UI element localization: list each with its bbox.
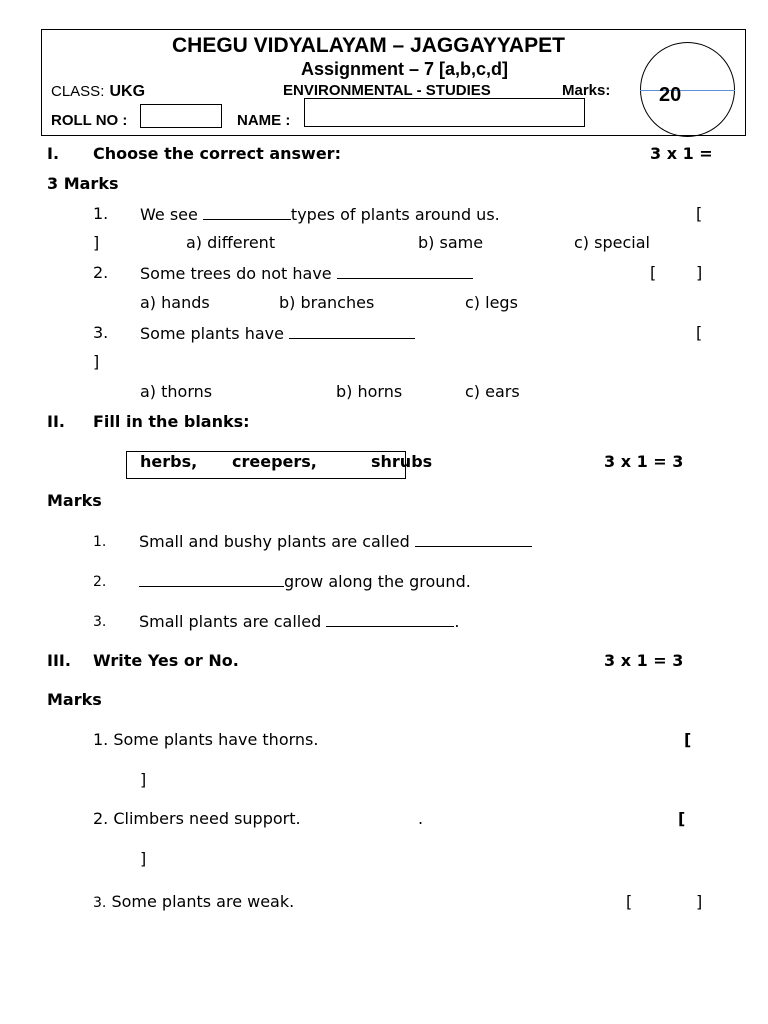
answer-bracket-close: ]: [93, 233, 100, 252]
option-a: a) different: [186, 233, 276, 252]
answer-bracket-open: [: [650, 263, 657, 282]
option-c: c) special: [574, 233, 650, 252]
answer-bracket-close: ]: [140, 770, 147, 789]
option-a: a) hands: [140, 293, 210, 312]
option-b: b) horns: [336, 382, 403, 401]
question-text: grow along the ground.: [139, 571, 471, 591]
answer-blank[interactable]: [203, 204, 291, 220]
question-number: 2.: [93, 263, 109, 282]
answer-bracket-open: [: [626, 892, 633, 911]
class-label: CLASS:: [51, 83, 105, 100]
roll-number-field[interactable]: [140, 104, 222, 128]
word-bank-item: herbs,: [140, 452, 198, 471]
section2-marks: 3 x 1 = 3: [604, 452, 684, 471]
answer-blank[interactable]: [326, 611, 454, 627]
answer-bracket-open: [: [696, 204, 703, 223]
section1-marks-cont: 3 Marks: [47, 174, 119, 193]
section1-marks: 3 x 1 =: [650, 144, 713, 163]
option-b: b) branches: [279, 293, 375, 312]
question-number: 3.: [93, 614, 107, 630]
name-field[interactable]: [304, 98, 585, 127]
question-item: 1. Some plants have thorns.: [93, 730, 319, 749]
option-b: b) same: [418, 233, 484, 252]
word-bank-item: creepers,: [232, 452, 317, 471]
marks-value: 20: [659, 84, 682, 106]
section3-title: Write Yes or No.: [93, 651, 239, 670]
section1-number: I.: [47, 144, 60, 163]
option-c: c) legs: [465, 293, 518, 312]
marks-label: Marks:: [562, 82, 611, 99]
subject-title: ENVIRONMENTAL - STUDIES: [283, 82, 491, 99]
answer-blank[interactable]: [337, 263, 473, 279]
answer-bracket-open: [: [684, 730, 692, 749]
answer-bracket-close: ]: [140, 849, 147, 868]
answer-blank[interactable]: [289, 323, 415, 339]
answer-bracket-close: ]: [93, 352, 100, 371]
question-text: Small plants are called .: [139, 612, 460, 631]
name-label: NAME :: [237, 112, 291, 129]
answer-blank[interactable]: [139, 571, 284, 587]
question-text: We see types of plants around us.: [140, 205, 500, 224]
section2-marks-cont: Marks: [47, 491, 102, 510]
word-bank-item: shrubs: [371, 452, 433, 471]
answer-bracket-close: ]: [696, 263, 703, 282]
answer-bracket-close: ]: [696, 892, 703, 911]
question-number: 3.: [93, 323, 109, 342]
question-number: 1.: [93, 534, 107, 550]
section3-marks-cont: Marks: [47, 690, 102, 709]
class-value: UKG: [109, 83, 146, 100]
option-a: a) thorns: [140, 382, 213, 401]
answer-blank[interactable]: [415, 531, 532, 547]
section2-number: II.: [47, 412, 65, 431]
answer-bracket-open: [: [696, 323, 703, 342]
section3-number: III.: [47, 651, 71, 670]
school-name: CHEGU VIDYALAYAM – JAGGAYYAPET: [172, 34, 565, 57]
question-number: 1.: [93, 204, 109, 223]
marks-divider-line: [640, 90, 735, 91]
stray-dot: .: [418, 809, 424, 828]
class-row: [51, 81, 145, 101]
section1-title: Choose the correct answer:: [93, 144, 341, 163]
question-text: Small and bushy plants are called: [139, 531, 532, 551]
question-item: 2. Climbers need support.: [93, 809, 301, 828]
section3-marks: 3 x 1 = 3: [604, 651, 684, 670]
question-text: Some plants have: [140, 323, 415, 343]
answer-bracket-open: [: [678, 809, 686, 828]
question-text: Some trees do not have: [140, 263, 473, 283]
roll-label: ROLL NO :: [51, 112, 128, 129]
question-number: 2.: [93, 574, 107, 590]
question-item: 3. Some plants are weak.: [93, 892, 295, 911]
section2-title: Fill in the blanks:: [93, 412, 250, 431]
option-c: c) ears: [465, 382, 520, 401]
assignment-title: Assignment – 7 [a,b,c,d]: [301, 59, 509, 79]
